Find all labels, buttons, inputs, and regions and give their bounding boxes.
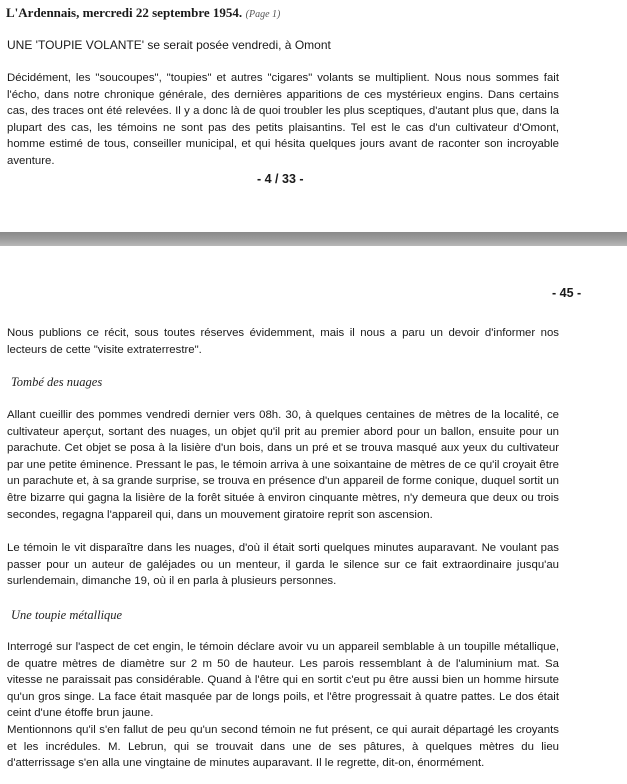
section1-paragraph-1: Allant cueillir des pommes vendredi dernier vers 08h. 30, à quelques centaines de mètres de la localité, ce cultivateur aperçut, sortant des nuages, un objet qu'il prit au premier abord pour un ballon, ensuite pour un parachute. Cet objet se posa à la lisière d'un bois, dans un pré et se trouva masqué aux yeux du cultivateur par une petite éminence. Pressant le pas, le témoin arriva à une soixantaine de mètres de ce qu'il croyait être un parachute et, à sa grande surprise, se trouva en présence d'un appareil de forme conique, duquel sortit un être bizarre qui gagna la lisière de la forêt située à environ cinquante mètres, n'y demeura que deux ou trois secondes, regagna l'appareil qui, dans un mouvement giratoire reprit son ascension.	[7, 409, 559, 521]
section-title-toupie: Une toupie métallique	[11, 608, 123, 622]
article-paragraph: Décidément, les "soucoupes", "toupies" et autres "cigares" volants se multiplient. Nous nous sommes fait l'écho, dans notre chronique générale, des dernières apparitions de ces mystérieux engins. Dans certains cas, des traces ont été relevées. Il y a donc là de quoi troubler les plus sceptiques, d'autant plus que, dans la plupart des cas, les témoins ne sont pas des petits plaisantins. Tel est le cas d'un cultivateur d'Omont, homme estimé de tous, conseiller municipal, et qui hésita quelques jours avant de raconter son incroyable aventure.	[7, 72, 559, 167]
section2-paragraph-2: Mentionnons qu'il s'en fallut de peu qu'un second témoin ne fut présent, ce qui aurait départagé les croyants et les incrédules. M. Lebrun, qui se trouvait dans une de ses pâtures, à quelques mètres du lieu d'atterrissage s'en alla une vingtaine de minutes auparavant. Il le regrette, dit-on, énormément.	[7, 724, 559, 770]
newspaper-date: L'Ardennais, mercredi 22 septembre 1954.	[6, 5, 243, 20]
top-page	[0, 0, 627, 232]
article-headline: UNE 'TOUPIE VOLANTE' se serait posée vendredi, à Omont	[7, 38, 331, 52]
section1-paragraph-2: Le témoin le vit disparaître dans les nuages, d'où il était sorti quelques minutes auparavant. Ne voulant pas passer pour un auteur de galéjades ou un menteur, il garda le silence sur ce fait extraordinaire jusqu'au surlendemain, dimanche 19, où il en parla à plusieurs personnes.	[7, 542, 559, 588]
page-number-top: - 4 / 33 -	[257, 172, 304, 186]
intro-paragraph: Nous publions ce récit, sous toutes réserves évidemment, mais il nous a paru un devoir d'informer nos lecteurs de cette "visite extraterrestre".	[7, 327, 559, 356]
section2-paragraph-1: Interrogé sur l'aspect de cet engin, le témoin déclare avoir vu un appareil semblable à un toupille métallique, de quatre mètres de diamètre sur 2 m 50 de hauteur. Les parois ressemblant à de l'aluminium mat. Sa vitesse ne paraissait pas considérable. Quand à l'être qui en sortit c'eut pu être aussi bien un homme hirsute qu'un gros singe. La face était masquée par de longs poils, et l'être progressait à quatre pattes. Le dos était ceint d'une étoffe brun jaune.	[7, 641, 559, 720]
bottom-page	[0, 246, 627, 784]
section-title-tombe: Tombé des nuages	[11, 375, 103, 389]
newspaper-header	[6, 5, 280, 21]
page-reference: (Page 1)	[245, 9, 281, 20]
page-divider	[0, 232, 627, 246]
page-number-bottom: - 45 -	[552, 286, 582, 300]
